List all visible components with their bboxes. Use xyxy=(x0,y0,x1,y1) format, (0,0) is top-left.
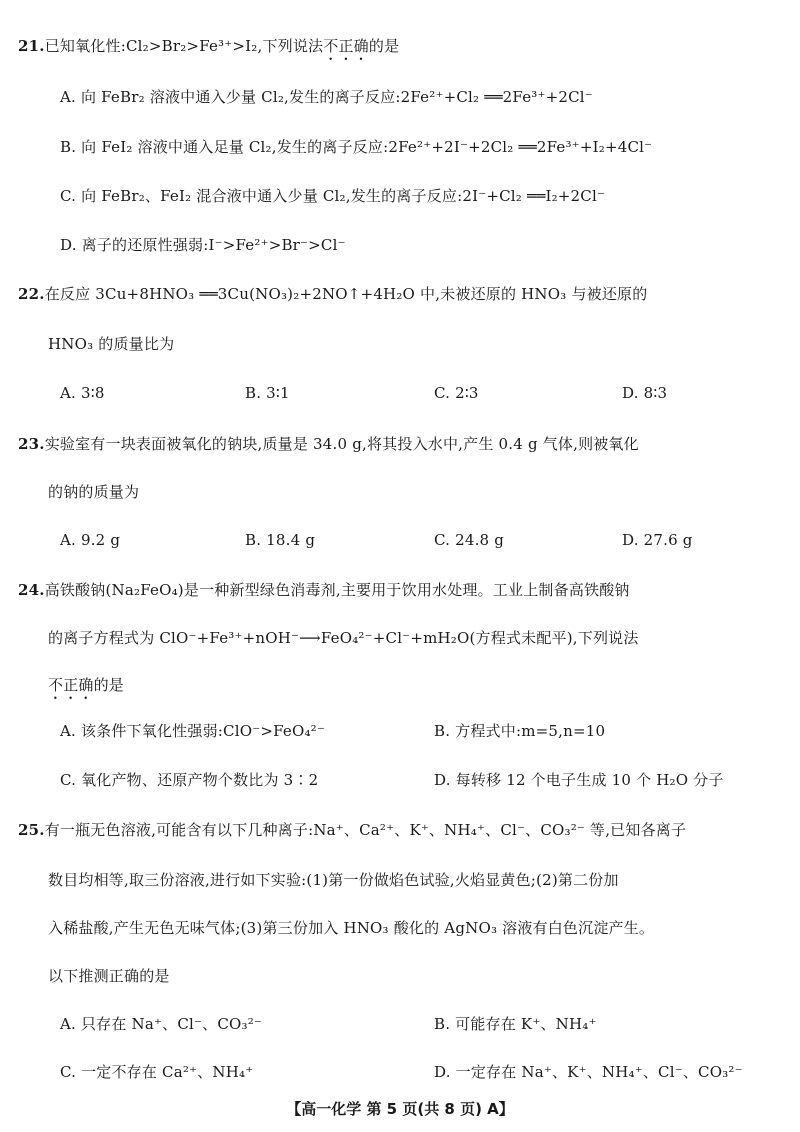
question-23-option-b[interactable]: B. 18.4 g xyxy=(245,531,316,549)
question-24-option-c[interactable]: C. 氧化产物、还原产物个数比为 3∶2 xyxy=(60,771,319,789)
question-21-option-c[interactable]: C. 向 FeBr₂、FeI₂ 混合液中通入少量 Cl₂,发生的离子反应:2I⁻+Cl₂ ══I₂+2Cl⁻ xyxy=(60,187,606,205)
question-number: 23. xyxy=(18,435,45,453)
question-23-option-a[interactable]: A. 9.2 g xyxy=(60,531,121,549)
question-25-option-c[interactable]: C. 一定不存在 Ca²⁺、NH₄⁺ xyxy=(60,1063,254,1081)
question-25-option-d[interactable]: D. 一定存在 Na⁺、K⁺、NH₄⁺、Cl⁻、CO₃²⁻ xyxy=(434,1063,743,1081)
question-stem-suffix: 的是 xyxy=(368,37,400,55)
question-number: 25. xyxy=(18,821,45,839)
emphasis-text: 不正确 xyxy=(323,37,369,55)
question-22-stem-line1 xyxy=(18,284,647,304)
question-22-option-a[interactable]: A. 3∶8 xyxy=(60,384,105,402)
question-22-option-c[interactable]: C. 2∶3 xyxy=(434,384,479,402)
question-stem-text: 有一瓶无色溶液,可能含有以下几种离子:Na⁺、Ca²⁺、K⁺、NH₄⁺、Cl⁻、CO₃²⁻ 等,已知各离子 xyxy=(44,821,687,839)
question-24-option-d[interactable]: D. 每转移 12 个电子生成 10 个 H₂O 分子 xyxy=(434,771,724,789)
question-22-option-d[interactable]: D. 8∶3 xyxy=(622,384,668,402)
question-stem-suffix: 的是 xyxy=(93,676,125,694)
question-stem-text: 实验室有一块表面被氧化的钠块,质量是 34.0 g,将其投入水中,产生 0.4 g 气体,则被氧化 xyxy=(44,435,639,453)
question-25-stem-line3: 入稀盐酸,产生无色无味气体;(3)第三份加入 HNO₃ 酸化的 AgNO₃ 溶液有白色沉淀产生。 xyxy=(48,919,655,937)
question-25-option-b[interactable]: B. 可能存在 K⁺、NH₄⁺ xyxy=(434,1015,597,1033)
question-23-option-c[interactable]: C. 24.8 g xyxy=(434,531,505,549)
question-21-option-b[interactable]: B. 向 FeI₂ 溶液中通入足量 Cl₂,发生的离子反应:2Fe²⁺+2I⁻+2Cl₂ ══2Fe³⁺+I₂+4Cl⁻ xyxy=(60,138,653,156)
question-21-option-a[interactable]: A. 向 FeBr₂ 溶液中通入少量 Cl₂,发生的离子反应:2Fe²⁺+Cl₂ ══2Fe³⁺+2Cl⁻ xyxy=(60,88,593,106)
question-23-stem-line2: 的钠的质量为 xyxy=(48,483,140,501)
question-25-stem-line4: 以下推测正确的是 xyxy=(48,967,170,985)
question-number: 24. xyxy=(18,581,45,599)
question-23-option-d[interactable]: D. 27.6 g xyxy=(622,531,693,549)
question-25-stem-line2: 数目均相等,取三份溶液,进行如下实验:(1)第一份做焰色试验,火焰显黄色;(2)第二份加 xyxy=(48,871,619,889)
question-21-stem xyxy=(18,36,399,64)
question-24-option-a[interactable]: A. 该条件下氧化性强弱:ClO⁻>FeO₄²⁻ xyxy=(60,722,325,740)
page-footer: 【高一化学 第 5 页(共 8 页) A】 xyxy=(286,1100,514,1118)
question-22-option-b[interactable]: B. 3∶1 xyxy=(245,384,290,402)
question-24-stem-line1 xyxy=(18,580,630,600)
question-stem-text: 高铁酸钠(Na₂FeO₄)是一种新型绿色消毒剂,主要用于饮用水处理。工业上制备高铁酸钠 xyxy=(44,581,630,599)
question-number: 21. xyxy=(18,37,45,55)
question-24-stem-line2: 的离子方程式为 ClO⁻+Fe³⁺+nOH⁻⟶FeO₄²⁻+Cl⁻+mH₂O(方程式未配平),下列说法 xyxy=(48,629,639,647)
question-number: 22. xyxy=(18,285,45,303)
question-stem-text: 已知氧化性:Cl₂>Br₂>Fe³⁺>I₂,下列说法 xyxy=(44,37,324,55)
question-24-stem-line3 xyxy=(48,675,124,703)
question-stem-text: 在反应 3Cu+8HNO₃ ══3Cu(NO₃)₂+2NO↑+4H₂O 中,未被还原的 HNO₃ 与被还原的 xyxy=(44,285,648,303)
question-24-option-b[interactable]: B. 方程式中:m=5,n=10 xyxy=(434,722,606,740)
question-22-stem-line2: HNO₃ 的质量比为 xyxy=(48,335,175,353)
emphasis-text: 不正确 xyxy=(48,676,94,694)
question-25-option-a[interactable]: A. 只存在 Na⁺、Cl⁻、CO₃²⁻ xyxy=(60,1015,263,1033)
question-23-stem-line1 xyxy=(18,434,639,454)
question-21-option-d[interactable]: D. 离子的还原性强弱:I⁻>Fe²⁺>Br⁻>Cl⁻ xyxy=(60,236,346,254)
question-25-stem-line1 xyxy=(18,820,686,840)
